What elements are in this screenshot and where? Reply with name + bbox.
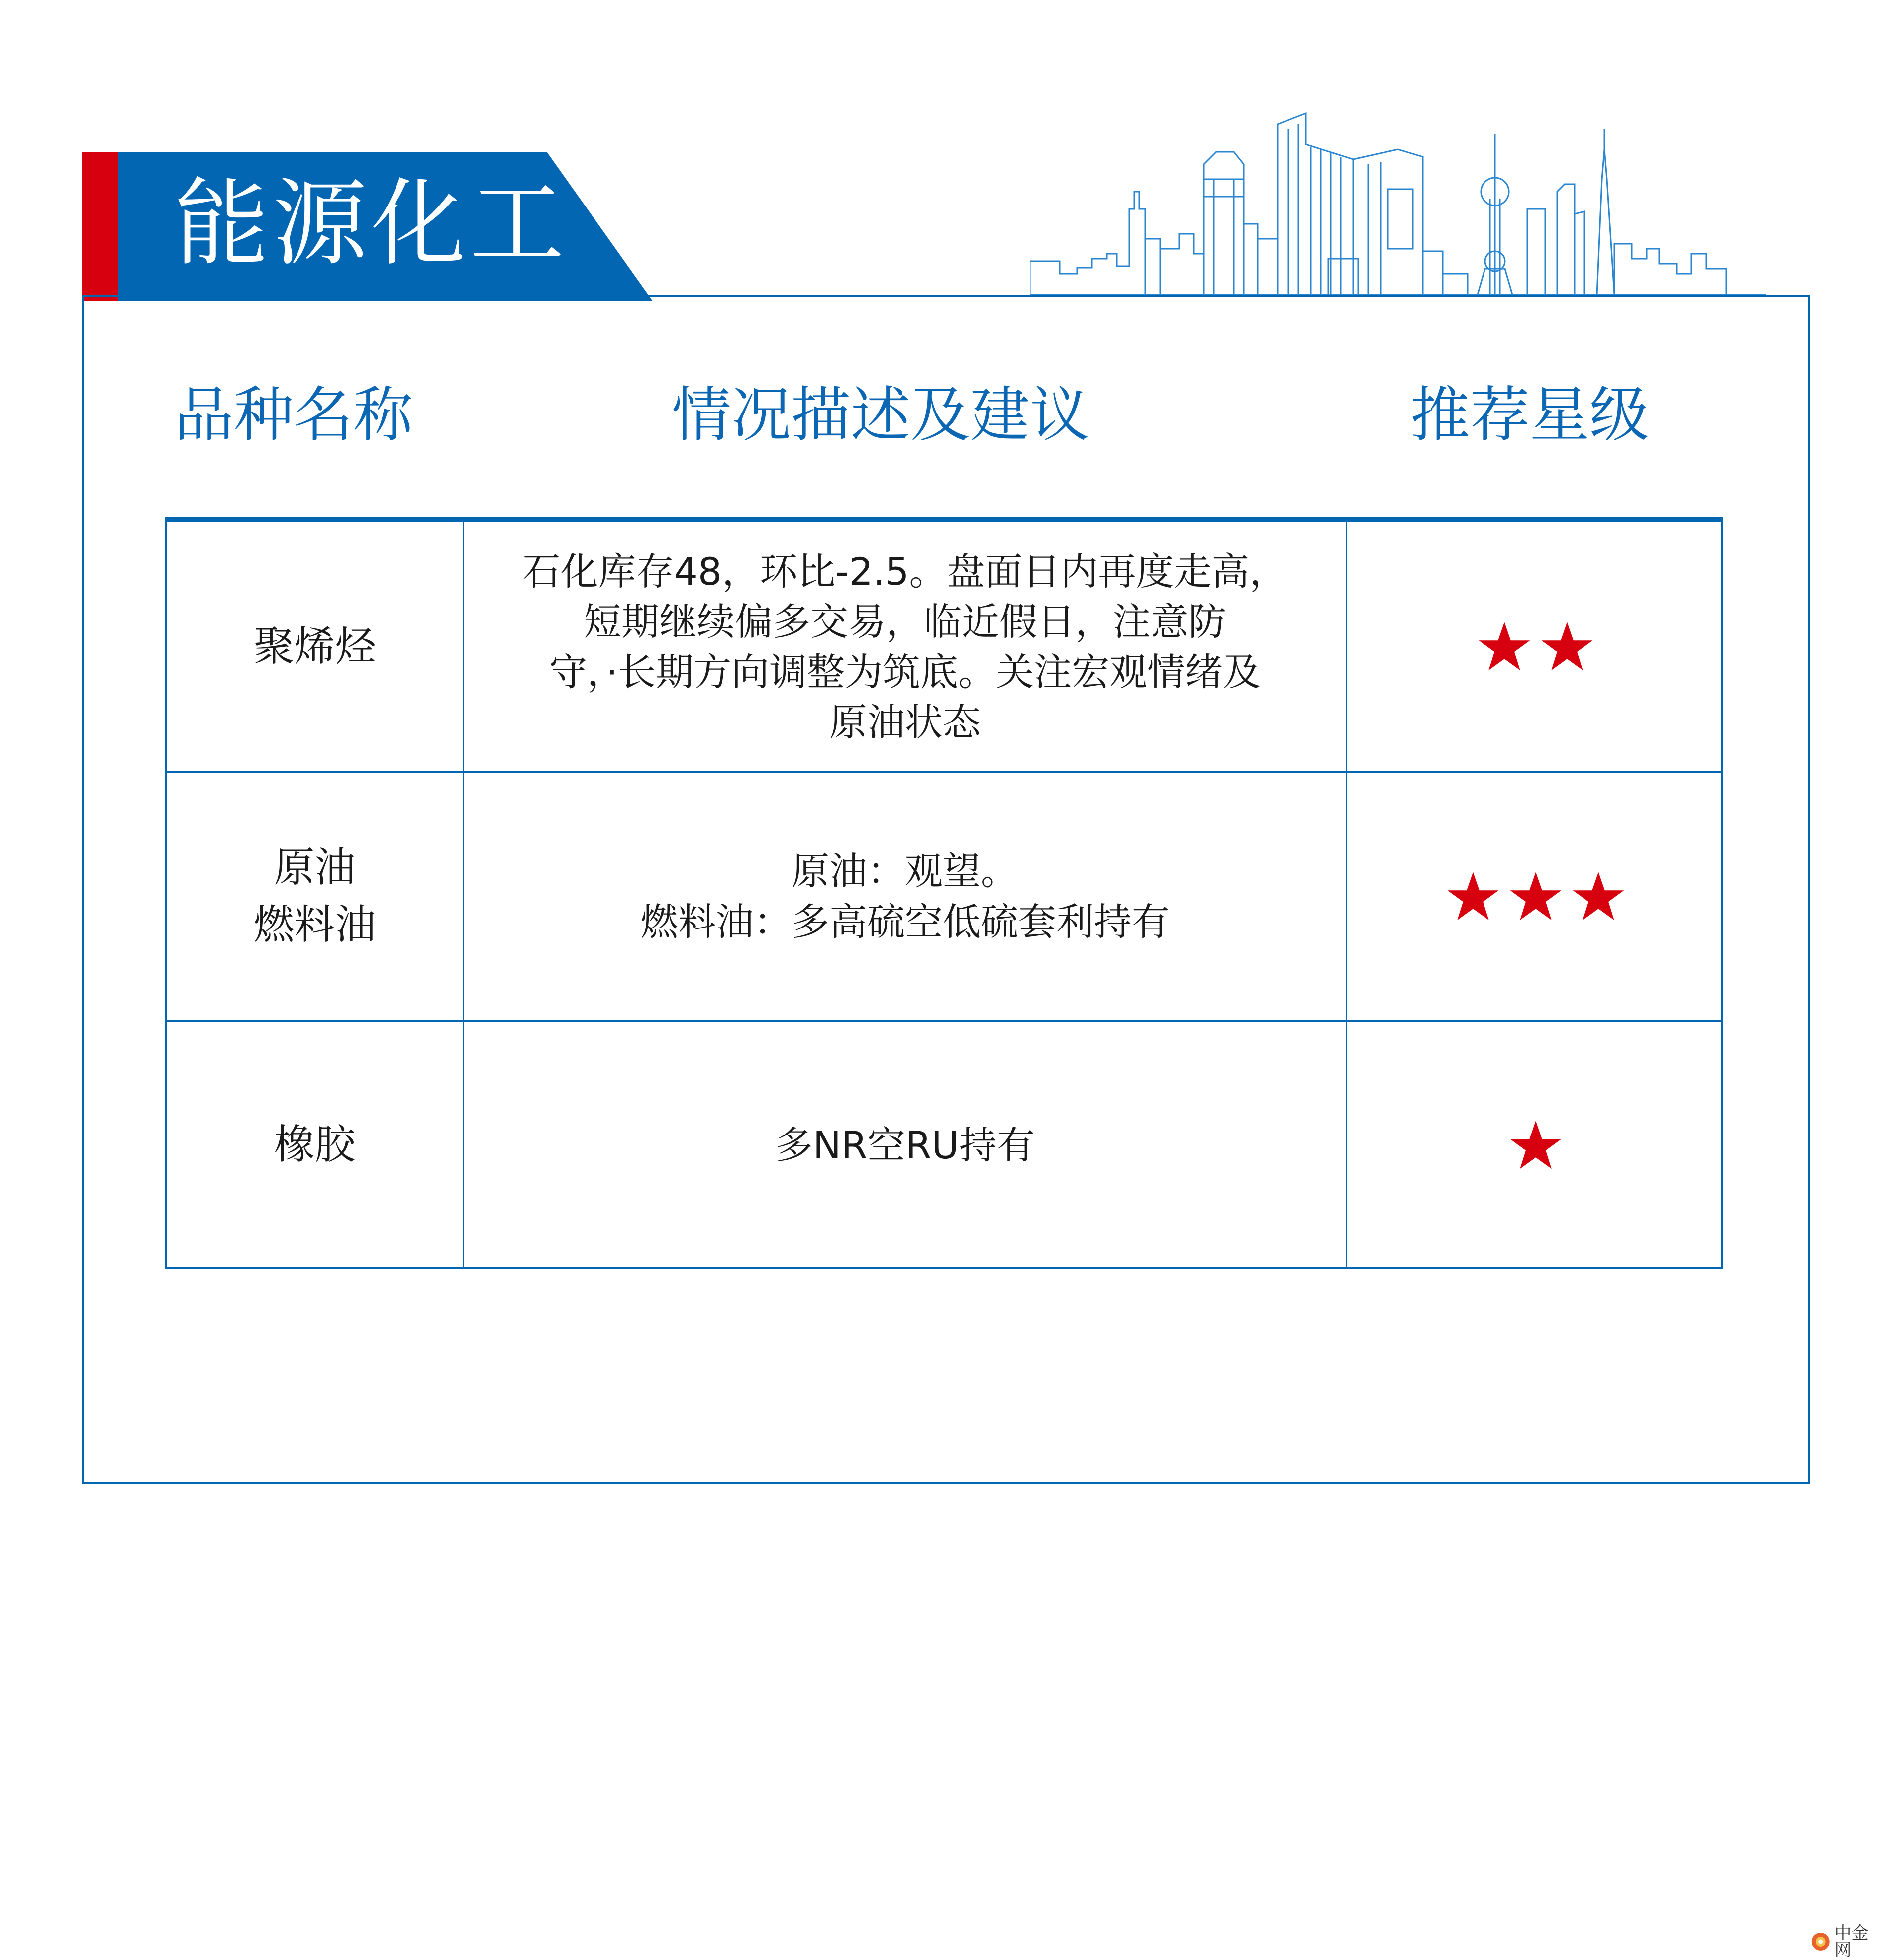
description-text: 原油：观望。	[792, 849, 1018, 894]
description-text: 多NR空RU持有	[775, 1123, 1035, 1167]
description-cell	[464, 773, 1346, 1020]
watermark-text: 中金网	[1834, 1923, 1869, 1960]
table-top-rule	[165, 517, 1723, 522]
variety-name: 燃料油	[253, 901, 376, 948]
star-icon	[1478, 620, 1531, 674]
star-icon	[1446, 870, 1500, 924]
description-text: 石化库存48，环比-2.5。盘面日内再度走高，	[522, 549, 1287, 594]
watermark	[1811, 1925, 1880, 1959]
variety-name-cell	[167, 1022, 463, 1269]
table-row	[167, 522, 1721, 771]
description-text: 燃料油：多高硫空低硫套利持有	[640, 899, 1170, 944]
table-row	[167, 771, 1721, 1020]
city-skyline-illustration	[1030, 109, 1766, 296]
variety-name: 原油	[274, 843, 356, 891]
rating-cell	[1347, 1022, 1724, 1269]
description-text: 守，·长期方向调整为筑底。关注宏观情绪及	[549, 650, 1261, 694]
star-icon	[1509, 870, 1563, 924]
description-text: 短期继续偏多交易，临近假日，注意防	[584, 599, 1226, 644]
description-cell	[464, 1022, 1346, 1269]
rating-cell	[1347, 773, 1724, 1020]
variety-name: 橡胶	[274, 1121, 356, 1169]
column-header-rating: 推荐星级	[1410, 381, 1649, 450]
page-title: 能源化工	[174, 169, 569, 279]
star-icon	[1509, 1119, 1563, 1172]
star-rating	[1478, 620, 1594, 674]
star-icon	[1572, 870, 1625, 924]
variety-name-cell	[167, 522, 463, 771]
logo-icon	[1811, 1931, 1830, 1953]
column-header-description: 情况描述及建议	[672, 381, 1089, 450]
rating-cell	[1347, 522, 1724, 771]
column-header-name: 品种名称	[174, 381, 413, 450]
star-rating	[1509, 1119, 1563, 1172]
recommendation-table	[165, 522, 1723, 1269]
variety-name: 聚烯烃	[253, 622, 376, 670]
star-rating	[1446, 870, 1625, 924]
description-text: 原油状态	[829, 700, 981, 745]
table-row	[167, 1020, 1721, 1269]
variety-name-cell	[167, 773, 463, 1020]
description-cell	[464, 522, 1346, 771]
star-icon	[1540, 620, 1594, 674]
banner-accent-strip	[82, 152, 118, 301]
